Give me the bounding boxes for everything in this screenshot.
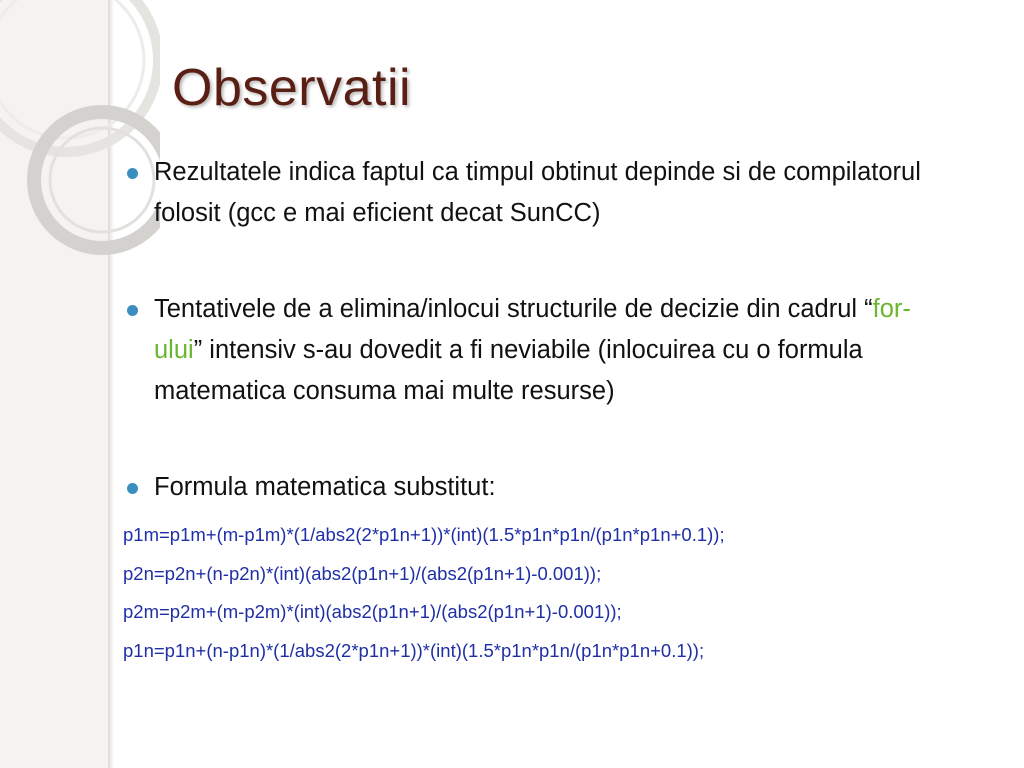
bullet-item-results	[124, 152, 954, 234]
slide-content	[124, 152, 954, 670]
bullet-text-before: Tentativele de a elimina/inlocui structurile de decizie din cadrul “	[154, 295, 873, 323]
formula-line-p2m: p2m=p2m+(m-p2m)*(int)(abs2(p1n+1)/(abs2(p1n+1)-0.001));	[123, 601, 622, 622]
bullet-text-after: ” intensiv s-au dovedit a fi neviabile (inlocuirea cu o formula matematica consuma mai multe resurse)	[154, 336, 863, 405]
bullet-dot-icon	[127, 483, 138, 494]
bullet-dot-icon	[127, 168, 138, 179]
bullet-item-attempts	[124, 289, 954, 412]
highlighted-term: for-ului	[154, 295, 911, 364]
bullet-item-formula-heading	[124, 467, 954, 508]
slide-title: Observatii	[172, 59, 412, 117]
formula-line-p2n: p2n=p2n+(n-p2n)*(int)(abs2(p1n+1)/(abs2(p1n+1)-0.001));	[123, 562, 602, 584]
bullet-text: Rezultatele indica faptul ca timpul obtinut depinde si de compilatorul folosit (gcc e mai eficient decat SunCC)	[154, 158, 921, 227]
formula-list	[123, 516, 954, 670]
formula-line-p1n: p1n=p1n+(n-p1n)*(1/abs2(2*p1n+1))*(int)(1.5*p1n*p1n/(p1n*p1n+0.1));	[123, 639, 705, 661]
bullet-text: Formula matematica substitut:	[154, 473, 496, 501]
bullet-dot-icon	[127, 305, 138, 316]
formula-line-p1m: p1m=p1m+(m-p1m)*(1/abs2(2*p1n+1))*(int)(1.5*p1n*p1n/(p1n*p1n+0.1));	[123, 524, 725, 545]
